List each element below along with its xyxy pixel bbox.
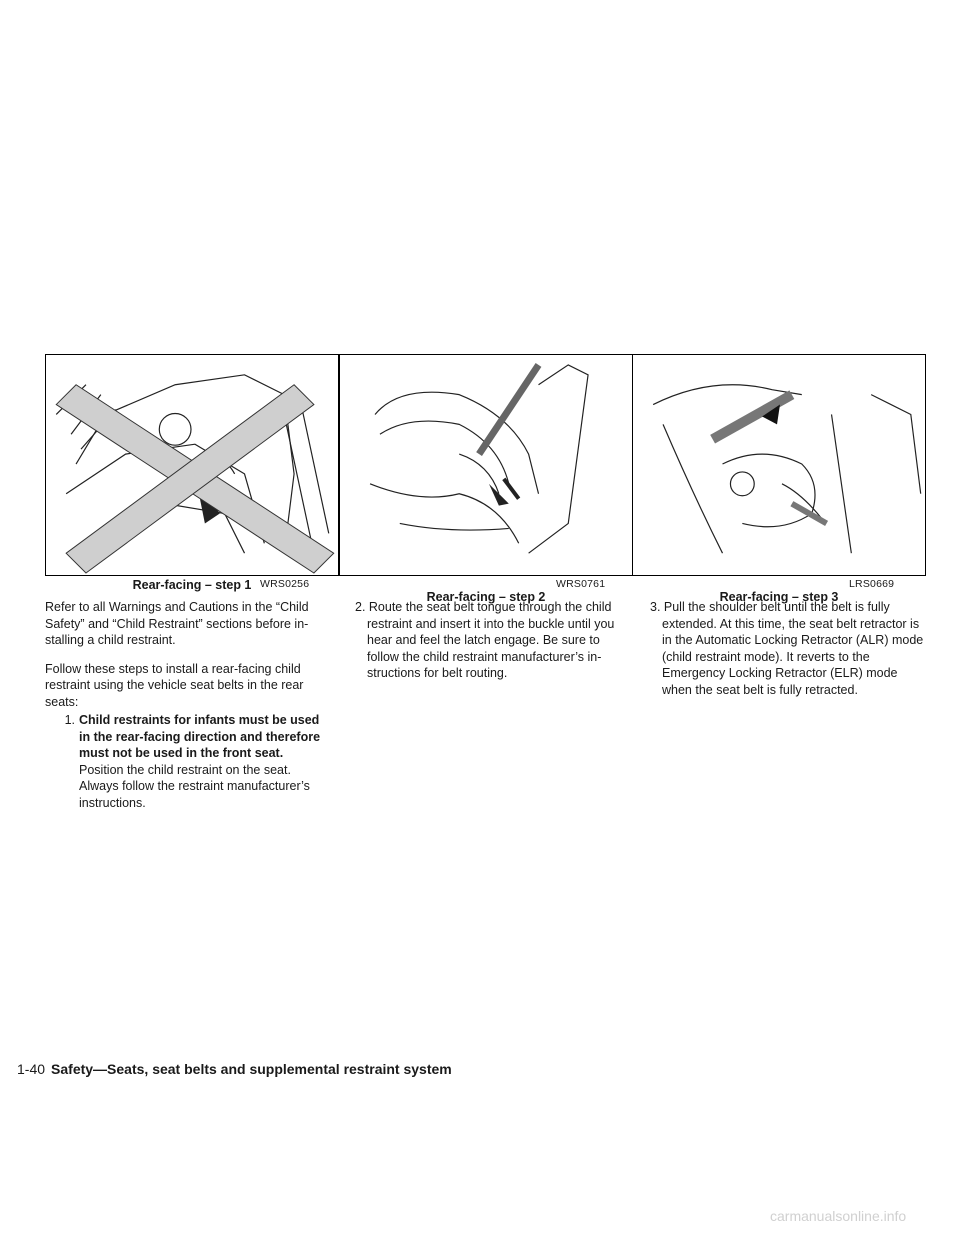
figure-2 [339, 354, 633, 576]
step-1 [45, 712, 321, 811]
step-3-text: 3. Pull the shoulder belt until the belt is fully extended. At this time, the seat belt retractor is in the Automatic Locking Retractor (ALR) mode (child restraint mode). It reverts to the Emergency Locking Retractor (ELR) mode when the seat belt is fully retracted. [650, 600, 924, 697]
page-number: 1-40 [17, 1061, 46, 1077]
step-1-instruction: Position the child restraint on the seat. Always follow the restraint manufacturer’s instructions. [79, 762, 310, 810]
steps-intro-paragraph: Follow these steps to install a rear-facing child restraint using the vehicle seat belts in the rear seats: [45, 661, 304, 709]
step-2-text: 2. Route the seat belt tongue through the child restraint and insert it into the buckle until you hear and feel the latch engage. Be sure to follow the child restraint manufacturer’s in- structions for belt routing. [355, 600, 615, 680]
figure-2-code: WRS0761 [556, 578, 606, 590]
figure-1-code: WRS0256 [260, 578, 310, 590]
step-1-warning: Child restraints for infants must be used in the rear-facing direction and therefore must not be used in the front seat. [79, 713, 321, 760]
step-1-number: 1. [64, 713, 75, 727]
figure-1 [45, 354, 339, 576]
section-title: Safety—Seats, seat belts and supplemental restraint system [51, 1061, 452, 1077]
intro-paragraph: Refer to all Warnings and Cautions in the “Child Safety” and “Child Restraint” sections before in- stalling a child restraint. [45, 600, 309, 647]
figure-2-illustration [340, 355, 632, 575]
watermark: carmanualsonline.info [770, 1208, 907, 1224]
figure-1-illustration [46, 355, 338, 575]
figure-2-caption: Rear-facing – step 2 [426, 590, 546, 604]
page-footer [17, 1061, 452, 1077]
figure-3-caption: Rear-facing – step 3 [719, 590, 839, 604]
figure-3-illustration [633, 355, 925, 575]
figure-3-code: LRS0669 [849, 578, 895, 590]
step-1-body [79, 712, 321, 811]
column-1-text [45, 599, 321, 811]
figure-1-caption: Rear-facing – step 1 [132, 578, 252, 592]
figure-3 [632, 354, 926, 576]
